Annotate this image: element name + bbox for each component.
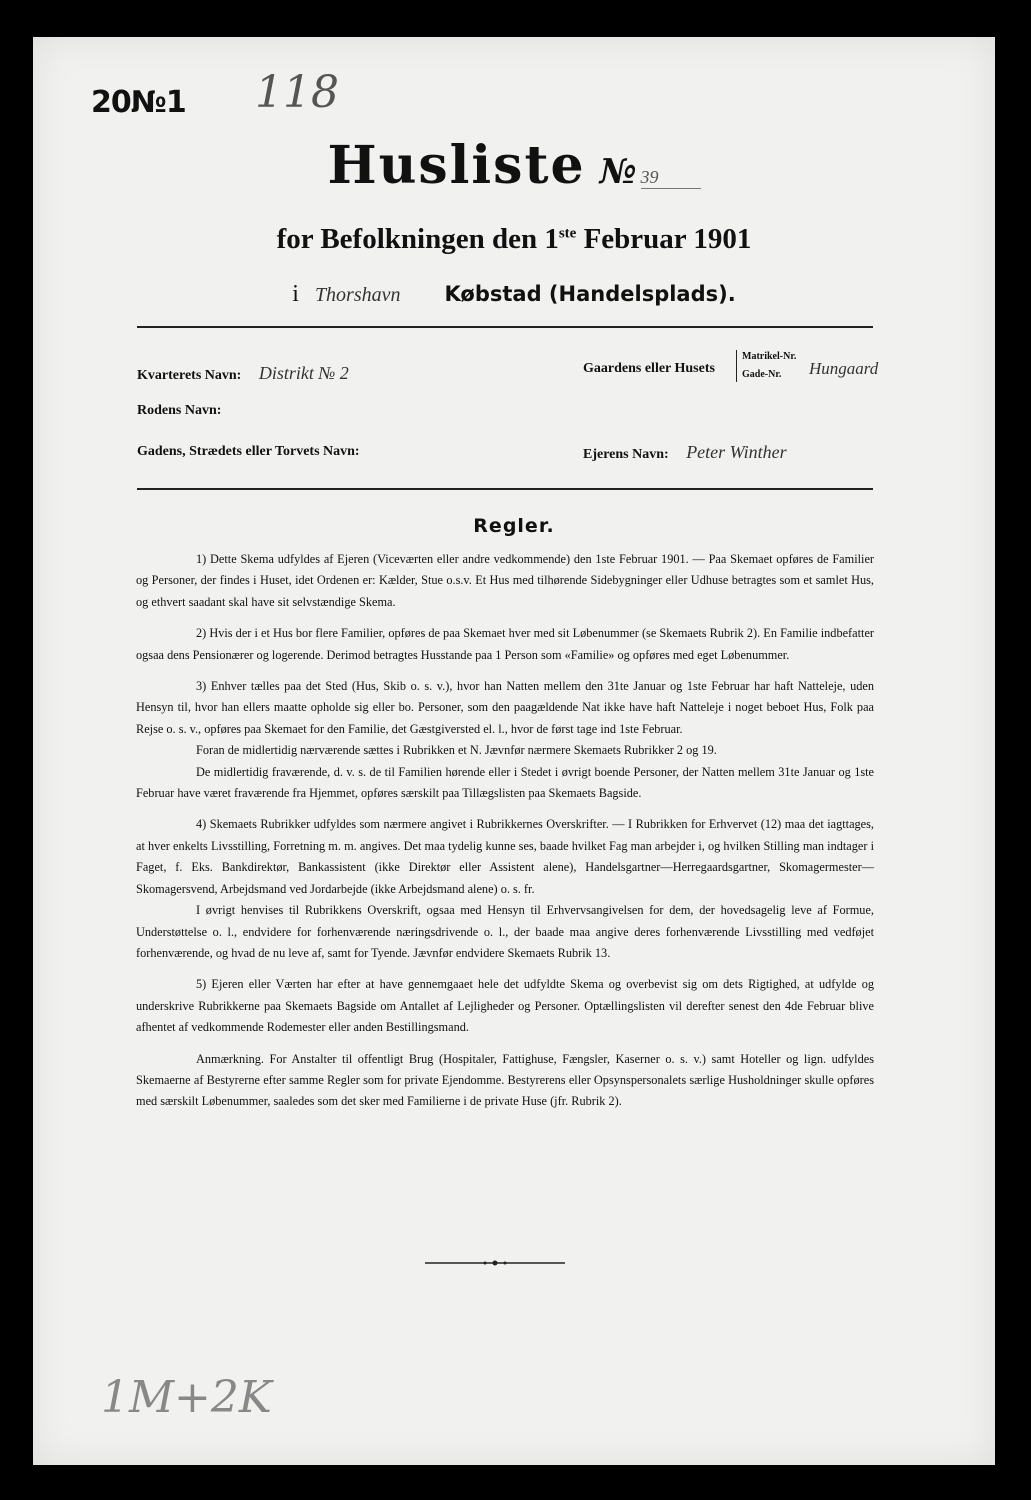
census-form-page bbox=[33, 37, 995, 1465]
rule-3: 3) Enhver tælles paa det Sted (Hus, Skib o. s. v.), hvor han Natten mellem den 31te Januar og 1ste Februar har haft Natteleje, uden Hensyn til, hvor han ellers maatte opholde sig eller bo. Personer, som den paagældende Nat ikke have haft Natteleje i noget beboet Hus, Folk paa Rejse o. s. v., opføres paa Skemaet for den Familie, det Gæstgiversted el. l., hvor de først tage ind 1ste Februar. bbox=[136, 679, 874, 736]
fields-divider bbox=[137, 488, 873, 490]
form-title bbox=[33, 135, 995, 196]
matrikel-label: Matrikel-Nr. bbox=[742, 351, 797, 362]
rule-2: 2) Hvis der i et Hus bor flere Familier, opføres de paa Skemaet hver med sit Løbenummer (se Skemaets Rubrik 2). En Familie indbefatter ogsaa dens Pensionærer og logerende. Derimod betragtes Husstande paa 1 Person som «Familie» og opføres med eget Løbenummer. bbox=[136, 626, 874, 662]
archive-stamp: 20№1 bbox=[91, 85, 186, 120]
subtitle-pre: for Befolkningen den 1 bbox=[276, 223, 559, 255]
subtitle-sup: ste bbox=[558, 225, 577, 242]
rules-body bbox=[136, 549, 874, 1113]
house-list-number: 39 bbox=[641, 167, 701, 189]
kvarter-label: Kvarterets Navn: bbox=[137, 368, 242, 383]
ejer-field bbox=[583, 442, 787, 463]
gade-navn-label: Gadens, Strædets eller Torvets Navn: bbox=[137, 444, 360, 459]
roden-label: Rodens Navn: bbox=[137, 403, 222, 418]
handwritten-page-number: 118 bbox=[255, 67, 339, 118]
rules-heading: Regler. bbox=[473, 515, 555, 537]
rule-1: 1) Dette Skema udfyldes af Ejeren (Viceværten eller andre vedkommende) den 1ste Februar 1901. — Paa Skemaet opføres de Familier og Personer, der findes i Huset, idet Ordenen er: Kælder, Stue o.s.v. Et Hus med tilhørende Sidebygninger eller Udhuse betragtes som et samlet Hus, og ethvert saadant skal have sit selvstændige Skema. bbox=[136, 552, 874, 609]
gade-nr-value: Hungaard bbox=[809, 359, 879, 378]
gade-nr-label: Gade-Nr. bbox=[742, 369, 782, 380]
gaard-field bbox=[583, 361, 715, 377]
handwritten-tally: 1M+2K bbox=[101, 1372, 272, 1423]
ornament-divider bbox=[425, 1260, 565, 1266]
kvarter-field bbox=[137, 363, 349, 384]
rule-3-note-n: Foran de midlertidig nærværende sættes i Rubrikken et N. Jævnfør nærmere Skemaets Rubrikker 2 og 19. bbox=[196, 743, 717, 758]
number-sign: № bbox=[599, 152, 637, 192]
place-prefix: i bbox=[292, 281, 299, 307]
place-handwritten: Thorshavn bbox=[314, 284, 401, 306]
kvarter-value: Distrikt № 2 bbox=[258, 363, 349, 383]
rule-4-note: I øvrigt henvises til Rubrikkens Overskrift, ogsaa med Hensyn til Erhvervsangivelsen for dem, der hovedsagelig leve af Formue, Understøttelse o. l., endvidere for forhenværende næringsdrivende o. l., der baade maa angive deres forhenværende Livsstilling med vedføjet forhenværende, og hvad de nu leve af, samt for Tyende. Jævnfør endvidere Skemaets Rubrik 13. bbox=[136, 903, 874, 960]
ejer-value: Peter Winther bbox=[686, 442, 787, 462]
subtitle-post: Februar 1901 bbox=[576, 223, 752, 255]
gaard-label: Gaardens eller Husets bbox=[583, 361, 715, 376]
brace bbox=[736, 350, 738, 382]
place-type: Købstad (Handelsplads). bbox=[444, 282, 736, 306]
rule-3-note-absent: De midlertidig fraværende, d. v. s. de til Familien hørende eller i Stedet i øvrigt boende Personer, der Natten mellem 31te Januar og 1ste Februar have været fraværende fra Hjemmet, opføres særskilt paa Tillægslisten paa Skemaets Bagside. bbox=[136, 764, 874, 801]
title-text: Husliste bbox=[327, 135, 586, 196]
census-date-line bbox=[33, 223, 995, 256]
place-line bbox=[33, 281, 995, 308]
top-divider bbox=[137, 326, 873, 328]
ejer-label: Ejerens Navn: bbox=[583, 447, 669, 462]
rule-4: 4) Skemaets Rubrikker udfyldes som nærmere angivet i Rubrikkernes Overskrifter. — I Rubrikken for Erhvervet (12) maa det iagttages, at hver enkelts Livsstilling, Forretning m. m. angives. Det maa tydelig kunne ses, baade hvilket Fag man arbejder i, og hvilken Stilling man indtager i Faget, f. Eks. Bankdirektør, Bankassistent (ikke Direktør eller Assistent alene), Handelsgartner—Herregaardsgartner, Skomagermester—Skomagersvend, Arbejdsmand ved Jordarbejde (ikke Arbejdsmand alene) o. s. fr. bbox=[136, 817, 874, 896]
rule-5: 5) Ejeren eller Værten har efter at have gennemgaaet hele det udfyldte Skema og overbevist sig om dets Rigtighed, at udfylde og underskrive Rubrikkerne paa Skemaets Bagside om Antallet af Lejligheder og Personer. Optællingslisten vil derefter senest den 4de Februar blive afhentet af vedkommende Rodemester eller anden Bestillingsmand. bbox=[136, 977, 874, 1035]
remark: Anmærkning. For Anstalter til offentligt Brug (Hospitaler, Fattighuse, Fængsler, Kaserner o. s. v.) samt Hoteller og lign. udfyldes Skemaerne af Bestyrerne efter samme Regler som for private Ejendomme. Bestyrerens eller Opsynspersonalets særlige Husholdninger skulle opføres med særskilt Løbenummer, saaledes som det sker med Familierne i de private Huse (jfr. Rubrik 2). bbox=[136, 1051, 874, 1109]
